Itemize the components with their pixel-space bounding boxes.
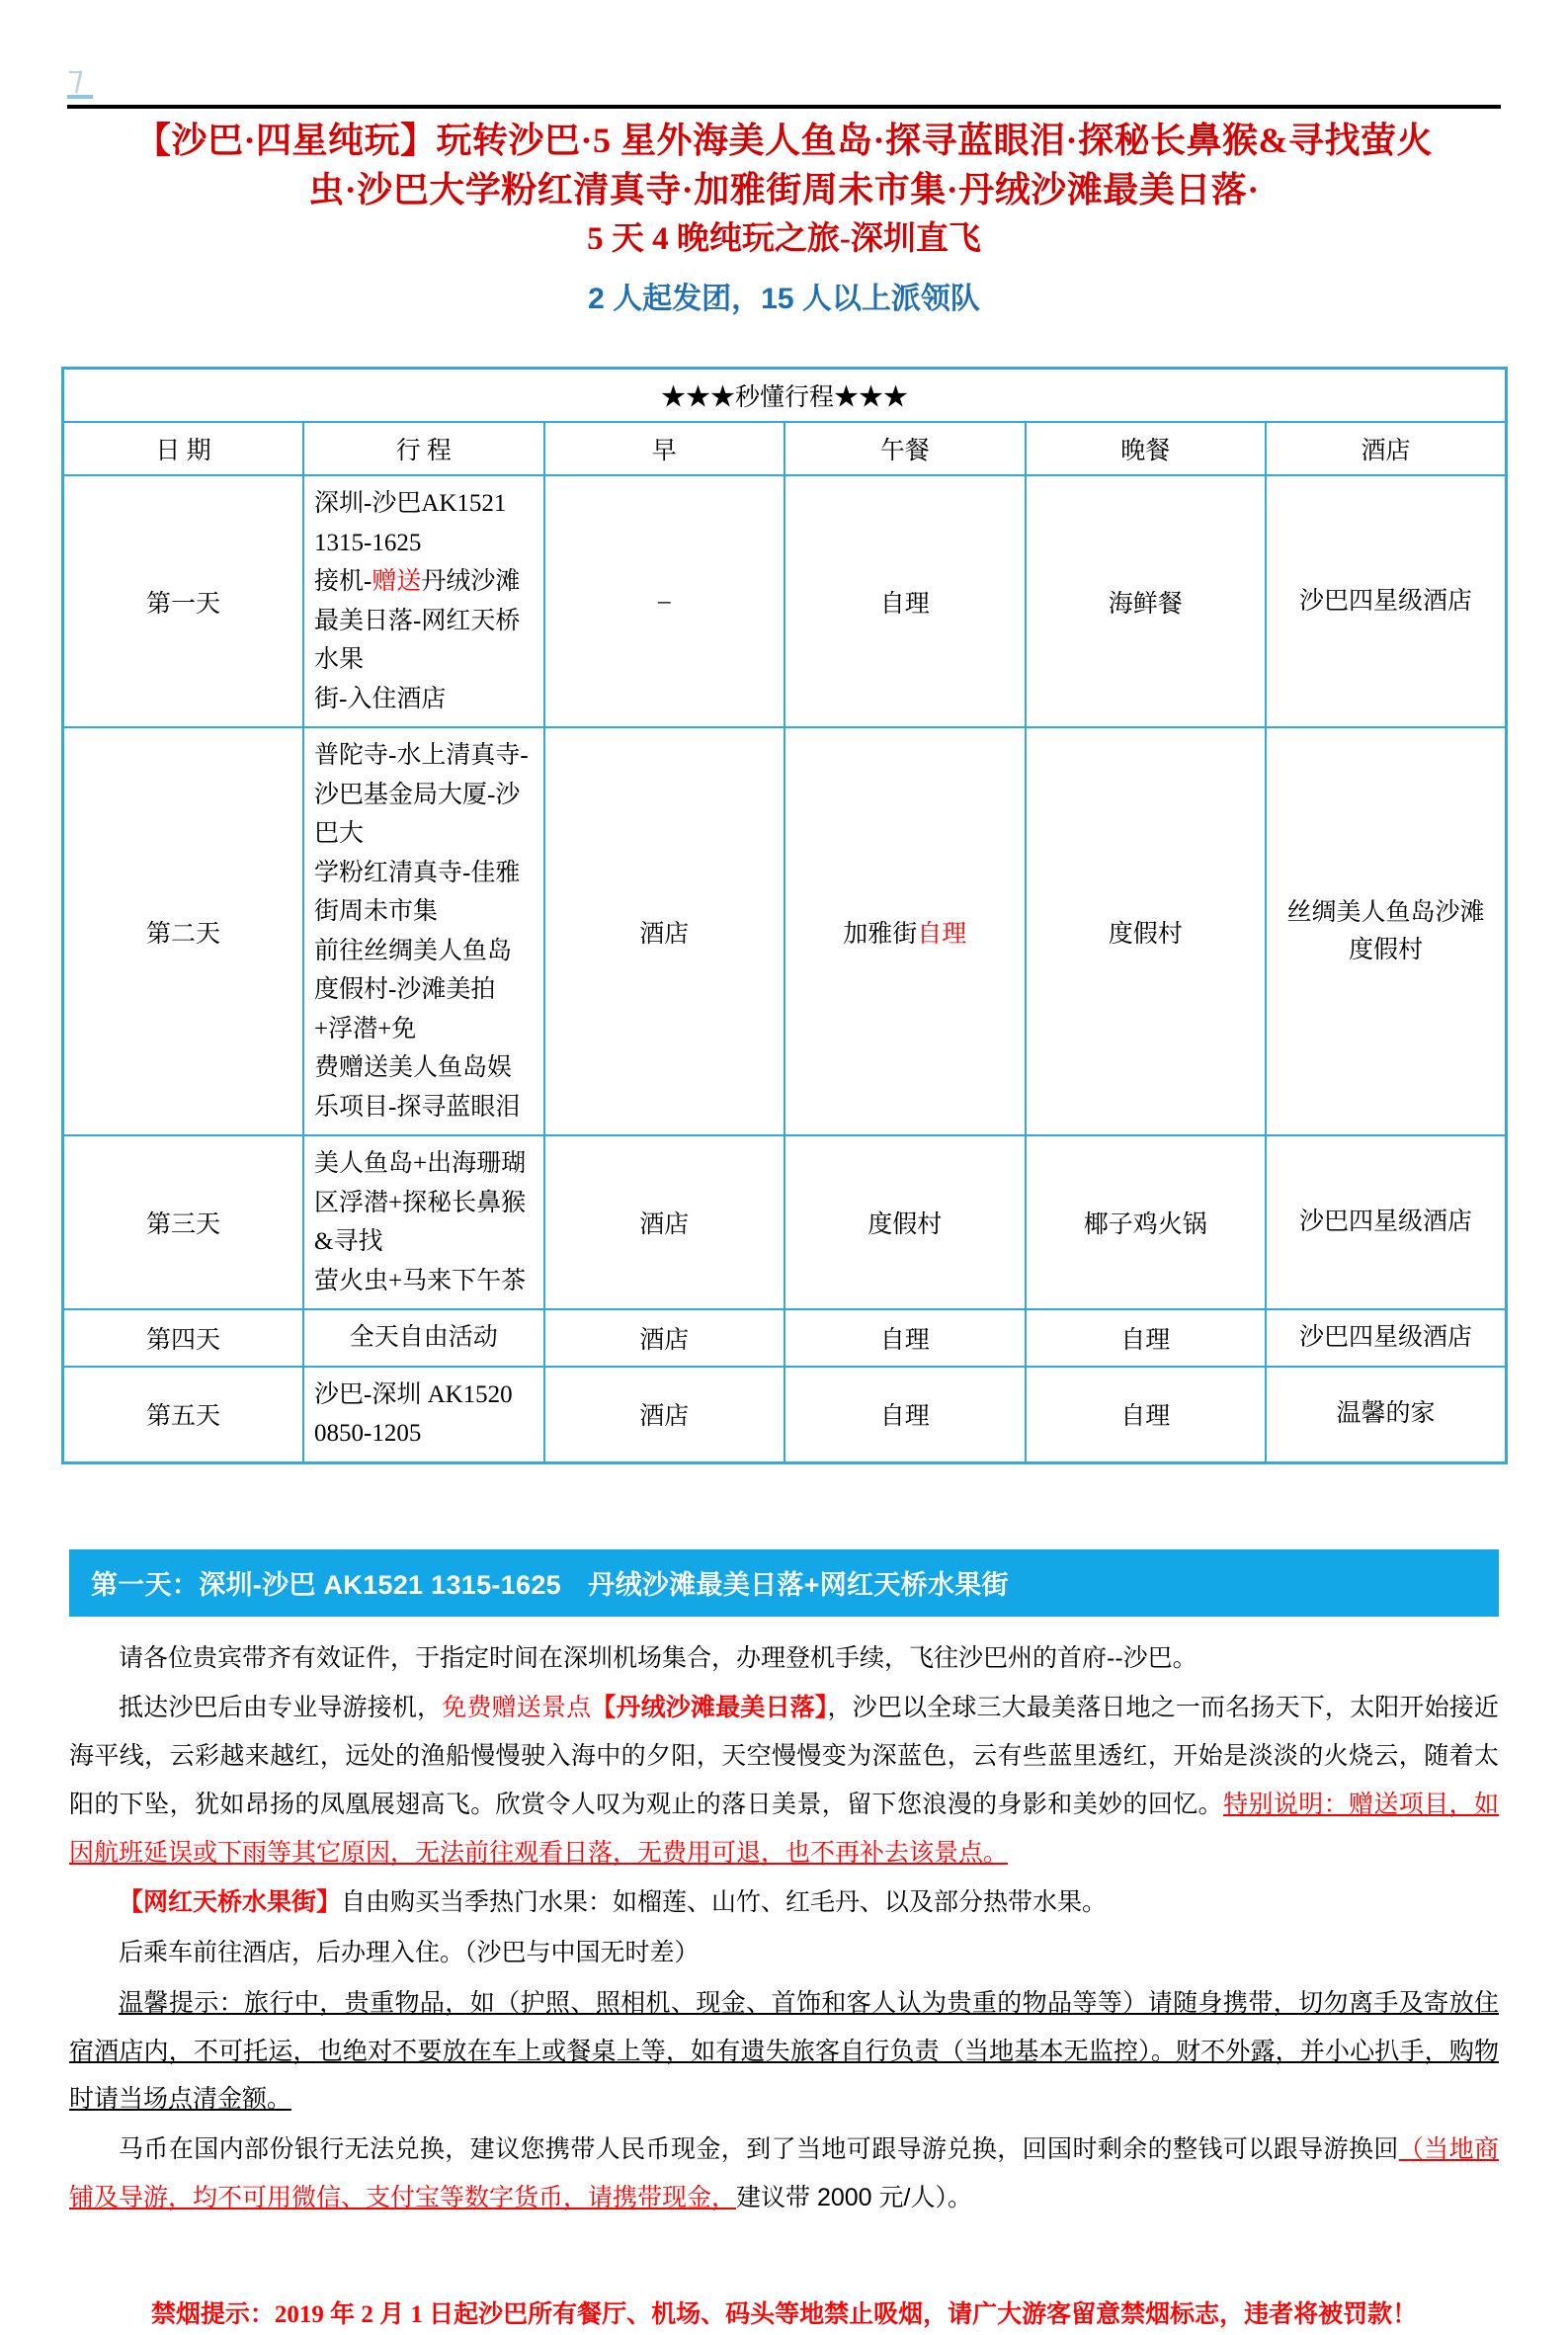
lunch-highlight: 自理 [917, 920, 967, 948]
cell-dinner: 自理 [1026, 1309, 1267, 1367]
header-date: 日 期 [63, 422, 304, 475]
route-line: 前往丝绸美人鱼岛度假村-沙滩美拍+浮潜+免 [314, 937, 513, 1042]
fruit-street-title: 【网红天桥水果街】 [119, 1888, 342, 1917]
paragraph-meeting: 请各位贵宾带齐有效证件，于指定时间在深圳机场集合，办理登机手续，飞往沙巴州的首府--沙巴。 [119, 1643, 1197, 1672]
table-header-row [63, 422, 1507, 475]
cell-day: 第四天 [63, 1309, 304, 1367]
paragraph-fruit-street [69, 1878, 1499, 1927]
paragraph-sunset [69, 1684, 1499, 1876]
cell-route [303, 1309, 544, 1367]
cell-day: 第二天 [63, 727, 304, 1135]
currency-pre: 马币在国内部份银行无法兑换，建议您携带人民币现金，到了当地可跟导游兑换，回国时剩余的整钱可以跟导游换回 [119, 2135, 1399, 2164]
title-line-2: 虫·沙巴大学粉红清真寺·加雅街周未市集·丹绒沙滩最美日落· [308, 169, 1260, 209]
cell-route [303, 1135, 544, 1309]
route-line: 普陀寺-水上清真寺-沙巴基金局大厦-沙巴大 [314, 742, 529, 848]
cell-dinner: 自理 [1026, 1367, 1267, 1463]
cell-route [303, 1367, 544, 1463]
cell-day: 第一天 [63, 475, 304, 727]
fruit-street-desc: 自由购买当季热门水果：如榴莲、山竹、红毛丹、以及部分热带水果。 [341, 1888, 1108, 1917]
no-smoking-notice: 禁烟提示：2019 年 2 月 1 日起沙巴所有餐厅、机场、码头等地禁止吸烟，请广大游客留意禁烟标志，违者将被罚款！ [150, 2300, 1418, 2328]
cell-breakfast: 酒店 [544, 1309, 785, 1367]
day-one-section [69, 1549, 1499, 2222]
table-banner: ★★★秒懂行程★★★ [63, 369, 1507, 423]
route-line: 街-入住酒店 [314, 685, 447, 712]
sunset-disclaimer: 特别说明：赠送项目，如因航班延误或下雨等其它原因，无法前往观看日落，无费用可退，也不再补去该景点。 [69, 1790, 1499, 1867]
page-title [67, 117, 1501, 214]
cell-route [303, 475, 544, 727]
header-hotel: 酒店 [1266, 422, 1507, 475]
title-subline: 5 天 4 晚纯玩之旅-深圳直飞 [587, 221, 981, 258]
header-breakfast: 早 [544, 422, 785, 475]
cell-route [303, 727, 544, 1135]
cell-lunch: 自理 [784, 1309, 1026, 1367]
currency-post: 建议带 2000 元/人）。 [736, 2183, 972, 2211]
currency-warning: （当地商铺及导游，均不可用微信、支付宝等数字货币，请携带现金， [69, 2135, 1499, 2211]
cell-hotel: 沙巴四星级酒店 [1266, 475, 1507, 727]
cell-hotel: 沙巴四星级酒店 [1266, 1135, 1507, 1309]
cell-lunch [784, 727, 1026, 1135]
header-divider [67, 105, 1501, 109]
cell-breakfast: 酒店 [544, 1367, 785, 1463]
route-highlight: 赠送 [371, 568, 422, 596]
route-line: 学粉红清真寺-佳雅街周未市集 [314, 859, 521, 926]
table-row [63, 1309, 1507, 1367]
table-row [63, 475, 1507, 727]
cell-lunch: 度假村 [784, 1135, 1026, 1309]
sunset-description: ，沙巴以全球三大最美落日地之一而名扬天下，太阳开始接近海平线，云彩越来越红，远处的渔船慢慢驶入海中的夕阳，天空慢慢变为深蓝色，云有些蓝里透红，开始是淡淡的火烧云，随着太阳的下坠，犹如昂扬的凤凰展翅高飞。欣赏令人叹为观止的落日美景，留下您浪漫的身影和美妙的回忆。 [69, 1694, 1499, 1818]
table-row [63, 1135, 1507, 1309]
table-banner-row [63, 369, 1507, 423]
header-route: 行 程 [303, 422, 544, 475]
header-dinner: 晚餐 [1026, 422, 1267, 475]
route-segment: 丹绒沙滩最美日落-网红天桥水果 [314, 568, 521, 674]
title-block [0, 0, 1568, 317]
title-line-1: 【沙巴·四星纯玩】玩转沙巴·5 星外海美人鱼岛·探寻蓝眼泪·探秘长鼻猴&寻找萤火 [134, 121, 1433, 160]
paragraph-currency [69, 2126, 1499, 2222]
table-row [63, 1367, 1507, 1463]
cell-breakfast: – [544, 475, 785, 727]
sunset-free-gift: 免费赠送景点 [442, 1694, 592, 1722]
cell-dinner: 椰子鸡火锅 [1026, 1135, 1267, 1309]
artifact-glyph: ⁊ [67, 60, 84, 97]
route-line: 全天自由活动 [349, 1324, 498, 1352]
table-row [63, 727, 1507, 1135]
cell-hotel: 沙巴四星级酒店 [1266, 1309, 1507, 1367]
paragraph-warm-tips [69, 1979, 1499, 2124]
warm-tips-text: 温馨提示：旅行中，贵重物品，如（护照、照相机、现金、首饰和客人认为贵重的物品等等）请随身携带，切勿离手及寄放住宿酒店内，不可托运，也绝对不要放在车上或餐桌上等，如有遗失旅客自行负责（当地基本无监控）。财不外露，并小心扒手，购物时请当场点清金额。 [69, 1988, 1499, 2114]
cell-lunch: 自理 [784, 1367, 1026, 1463]
route-line: 沙巴-深圳 AK1520 0850-1205 [314, 1380, 513, 1448]
cell-hotel: 温馨的家 [1266, 1367, 1507, 1463]
cell-lunch: 自理 [784, 475, 1026, 727]
route-line: 费赠送美人鱼岛娱乐项目-探寻蓝眼泪 [314, 1054, 521, 1121]
cell-dinner: 度假村 [1026, 727, 1267, 1135]
day-one-body [69, 1634, 1499, 2222]
cell-breakfast: 酒店 [544, 1135, 785, 1309]
itinerary-table [61, 367, 1508, 1464]
cell-day: 第三天 [63, 1135, 304, 1309]
day-one-header: 第一天：深圳-沙巴 AK1521 1315-1625 丹绒沙滩最美日落+网红天桥水果街 [69, 1549, 1499, 1617]
sunset-attraction: 【丹绒沙滩最美日落】 [591, 1694, 828, 1722]
cell-hotel: 丝绸美人鱼岛沙滩度假村 [1266, 727, 1507, 1135]
page-top-artifact [67, 59, 89, 103]
cell-day: 第五天 [63, 1367, 304, 1463]
route-line: 深圳-沙巴AK1521 1315-1625 [314, 490, 532, 556]
route-line: 美人鱼岛+出海珊瑚区浮潜+探秘长鼻猴&寻找 [314, 1150, 527, 1256]
sunset-pre: 抵达沙巴后由专业导游接机， [119, 1694, 443, 1722]
route-line [314, 562, 534, 680]
paragraph-hotel-checkin: 后乘车前往酒店，后办理入住。（沙巴与中国无时差） [119, 1939, 700, 1967]
route-line: 萤火虫+马来下午茶 [314, 1267, 527, 1294]
itinerary-table-wrap [61, 367, 1507, 1464]
cell-breakfast: 酒店 [544, 727, 785, 1135]
header-lunch: 午餐 [784, 422, 1026, 475]
itinerary-table-body [63, 369, 1507, 1463]
cell-dinner: 海鲜餐 [1026, 475, 1267, 727]
route-segment: 接机- [314, 568, 372, 596]
lunch-place: 加雅街 [843, 920, 918, 948]
group-policy-note: 2 人起发团，15 人以上派领队 [588, 283, 980, 316]
